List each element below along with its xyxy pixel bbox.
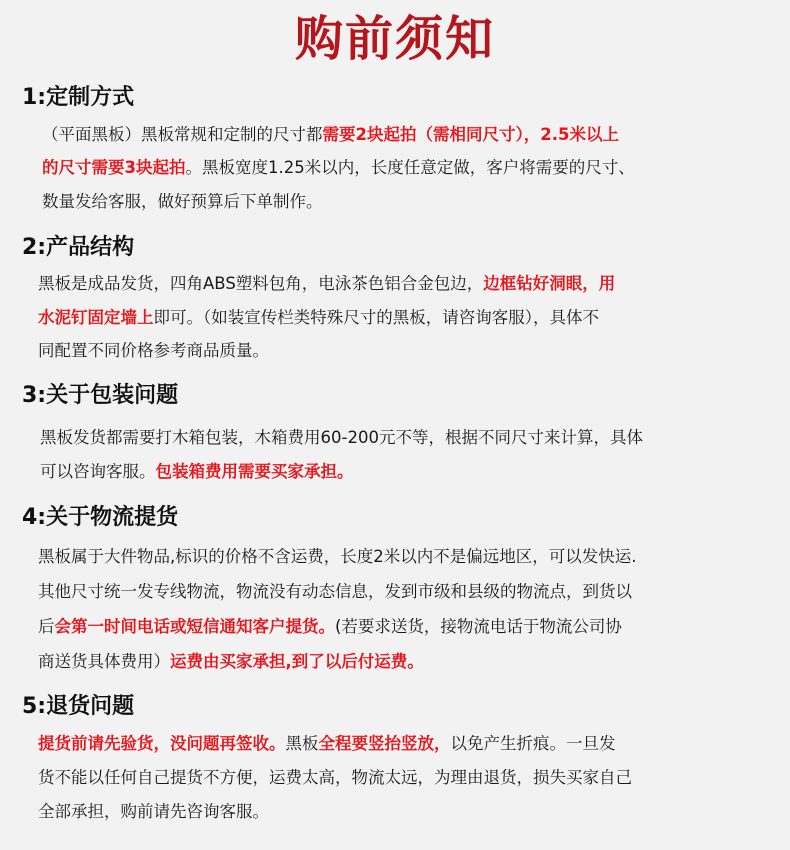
body-text: 后 <box>38 617 55 636</box>
body-text: 同配置不同价格参考商品质量。 <box>38 341 269 360</box>
body-text: 数量发给客服，做好预算后下单制作。 <box>42 192 323 211</box>
section-line <box>38 272 615 296</box>
highlight-text: 会第一时间电话或短信通知客户提货。 <box>54 617 335 636</box>
body-text: 黑板属于大件物品,标识的价格不含运费，长度2米以内不是偏远地区，可以发快运. <box>38 547 637 566</box>
section-line <box>42 156 635 180</box>
body-text: 黑板 <box>285 734 319 753</box>
body-text: 可以咨询客服。 <box>40 462 156 481</box>
section-line <box>38 339 269 363</box>
body-text: 。黑板宽度1.25米以内，长度任意定做，客户将需要的尺寸、 <box>185 158 635 177</box>
page-title: 购前须知 <box>294 11 495 67</box>
section-heading: 2:产品结构 <box>22 235 135 260</box>
highlight-text: 需要2块起拍（需相同尺寸），2.5米以上 <box>322 125 619 144</box>
section-line <box>38 580 632 604</box>
highlight-text: 边框钻好洞眼，用 <box>483 274 616 293</box>
body-text: 黑板发货都需要打木箱包装，木箱费用60-200元不等，根据不同尺寸来计算，具体 <box>40 428 643 447</box>
body-text: 全部承担，购前请先咨询客服。 <box>38 802 269 821</box>
section-heading: 1:定制方式 <box>22 85 135 110</box>
section-line <box>38 650 424 674</box>
section-line <box>40 426 643 450</box>
highlight-text: 提货前请先验货，没问题再签收。 <box>38 734 286 753</box>
highlight-text: 包装箱费用需要买家承担。 <box>155 462 354 481</box>
section-line <box>42 123 619 147</box>
body-text: 黑板是成品发货，四角ABS塑料包角，电泳茶色铝合金包边， <box>38 274 484 293</box>
section-heading: 3:关于包装问题 <box>22 383 179 408</box>
highlight-text: 水泥钉固定墙上 <box>38 308 154 327</box>
body-text: 即可。（如装宣传栏类特殊尺寸的黑板，请咨询客服），具体不 <box>153 308 599 327</box>
section-line <box>38 615 622 639</box>
body-text: 其他尺寸统一发专线物流，物流没有动态信息，发到市级和县级的物流点，到货以 <box>38 582 632 601</box>
body-text: 以免产生折痕。一旦发 <box>450 734 616 753</box>
section-line <box>38 800 269 824</box>
section-line <box>38 766 632 790</box>
body-text: 商送货具体费用） <box>38 652 170 671</box>
section-line <box>38 732 616 756</box>
section-heading: 4:关于物流提货 <box>22 505 179 530</box>
section-line <box>38 306 599 330</box>
section-line <box>42 190 323 214</box>
section-line <box>38 545 637 569</box>
highlight-text: 运费由买家承担,到了以后付运费。 <box>170 652 424 671</box>
section-line <box>40 460 354 484</box>
highlight-text: 全程要竖抬竖放， <box>318 734 451 753</box>
body-text: (若要求送货，接物流电话于物流公司协 <box>335 617 622 636</box>
body-text: 货不能以任何自己提货不方便，运费太高，物流太远，为理由退货，损失买家自己 <box>38 768 632 787</box>
highlight-text: 的尺寸需要3块起拍 <box>42 158 186 177</box>
section-heading: 5:退货问题 <box>22 694 135 719</box>
body-text: （平面黑板）黑板常规和定制的尺寸都 <box>42 125 323 144</box>
